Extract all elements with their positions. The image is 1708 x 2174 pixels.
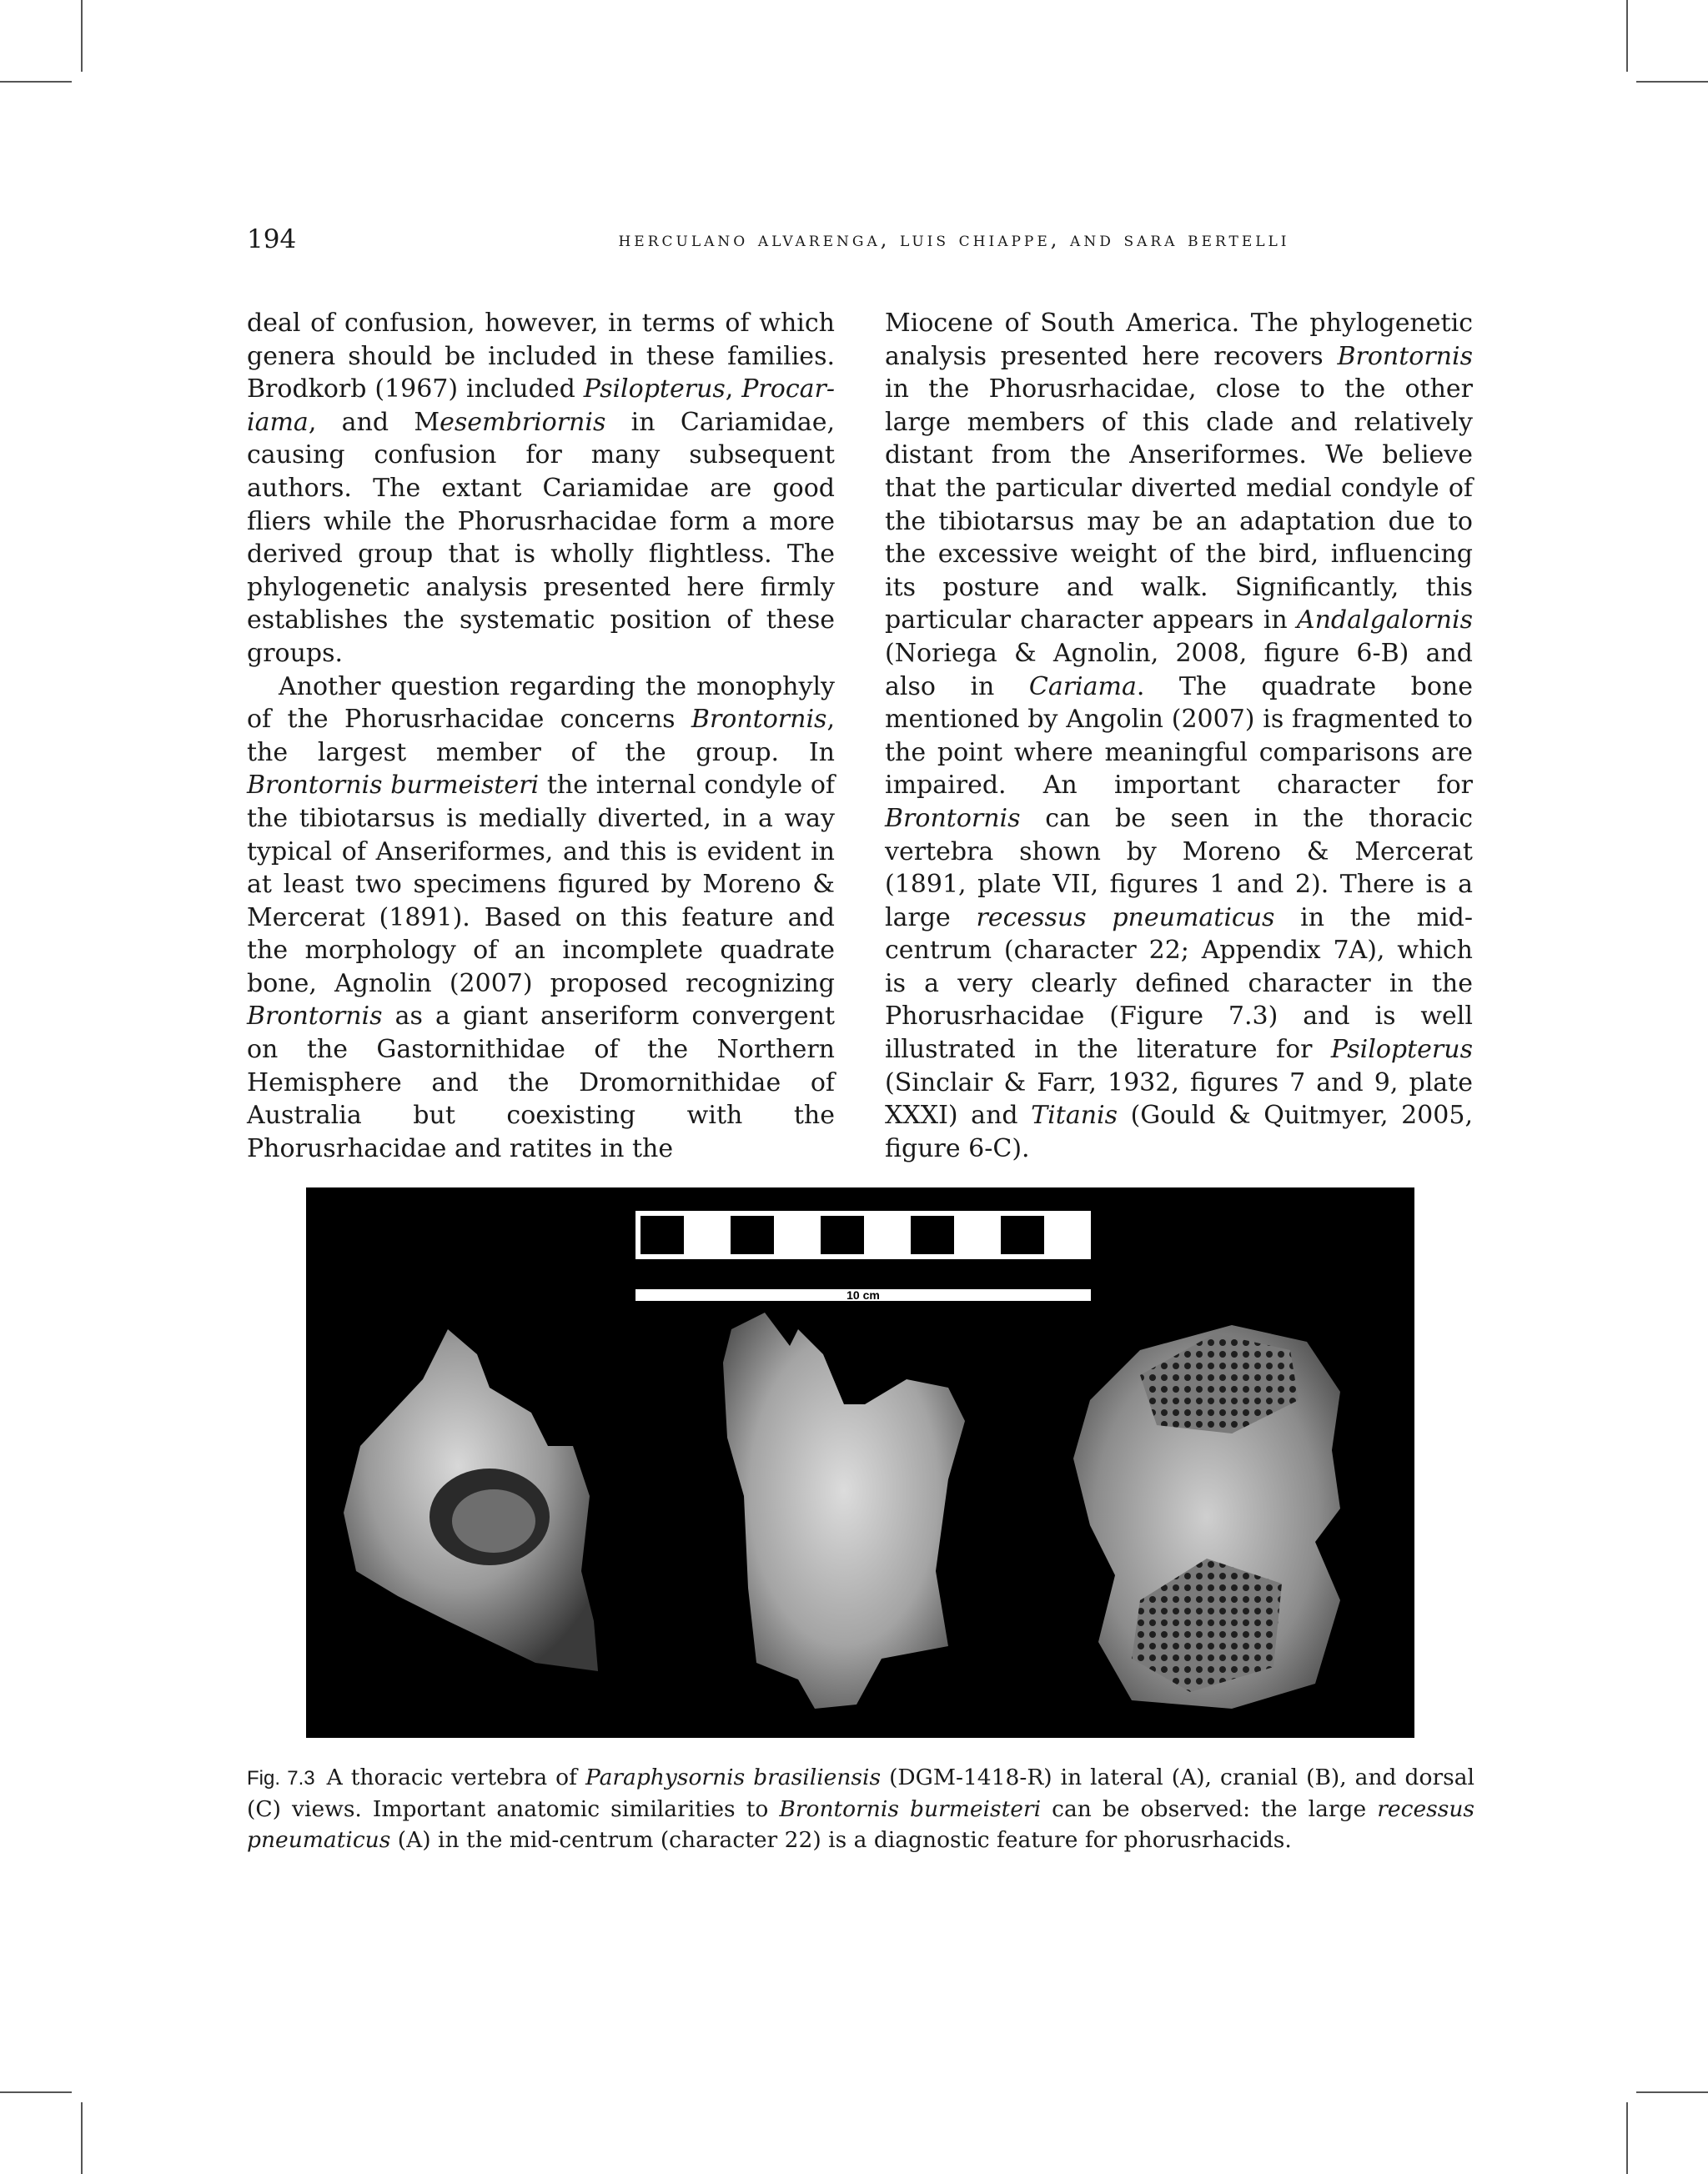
right-column	[885, 307, 1473, 1165]
italic-term: Brontornis burmeisteri	[247, 771, 540, 801]
italic-term: Brontornis burmeisteri	[779, 1796, 1042, 1822]
italic-term: esembriornis	[440, 407, 606, 437]
figure-label: Fig. 7.3	[247, 1767, 315, 1790]
italic-term: Andalgalornis	[1296, 605, 1473, 635]
crop-mark	[1626, 0, 1628, 72]
vertebra-cranial-view	[698, 1313, 998, 1721]
scale-label: 10 cm	[846, 1288, 880, 1302]
italic-term: Titanis	[1031, 1101, 1118, 1131]
crop-mark	[81, 2102, 83, 2174]
italic-term: Cariama	[1028, 671, 1137, 701]
scale-segment	[1001, 1216, 1044, 1254]
caption-text: A thoracic vertebra of Paraphysornis brasiliensis (DGM-1418-R) in lateral (A), cranial (B), and dorsal (C) views. Important anatomic similarities to Brontornis burmeisteri can be observed: the large recessus pneumaticus (A) in the mid-centrum (character 22) is a diagnostic feature for phorusrhacids.	[247, 1765, 1475, 1853]
page-number: 194	[247, 224, 297, 254]
left-column	[247, 307, 835, 1165]
scale-segment	[821, 1216, 864, 1254]
italic-term: Psilopterus	[583, 374, 726, 404]
italic-term: recessus pneumaticus	[976, 902, 1275, 932]
italic-term: Brontornis	[1337, 341, 1473, 371]
scale-segment	[911, 1216, 954, 1254]
italic-term: Procariama	[247, 374, 835, 437]
paragraph: deal of confusion, however, in terms of which genera should be included in these families. Brodkorb (1967) included Psilopterus, Procariama, and Mesembriornis in Cariamidae, causing confusion for many subsequent authors. The extant Cariamidae are good fliers while the Phorusrhacidae form a more derived group that is wholly flightless. The phylogenetic analysis presented here firmly establishes the systematic position of these groups.	[247, 309, 835, 668]
paragraph: Miocene of South America. The phylogenetic analysis presented here recovers Brontornis in the Phorusrhacidae, close to the other large members of this clade and relatively distant from the Anseriformes. We believe that the particular diverted medial condyle of the tibiotarsus may be an adaptation due to the excessive weight of the bird, influencing its posture and walk. Significantly, this particular character appears in Andalgalornis (Noriega & Agnolin, 2008, figure 6-B) and also in Cariama. The quadrate bone mentioned by Angolin (2007) is fragmented to the point where meaningful comparisons are impaired. An important character for Brontornis can be seen in the thoracic vertebra shown by Moreno & Mercerat (1891, plate VII, figures 1 and 2). There is a large recessus pneumaticus in the mid-centrum (character 22; Appendix 7A), which is a very clearly defined character in the Phorusrhacidae (Figure 7.3) and is well illustrated in the literature for Psilopterus (Sinclair & Farr, 1932, figures 7 and 9, plate XXXI) and Titanis (Gould & Quitmyer, 2005, figure 6-C).	[885, 309, 1473, 1163]
paragraph: Another question regarding the monophyly of the Phorusrhacidae concerns Brontornis, the largest member of the group. In Brontornis burmeisteri the internal condyle of the tibiotarsus is medially diverted, in a way typical of Anseriformes, and this is evident in at least two specimens figured by Moreno & Mercerat (1891). Based on this feature and the morphology of an incomplete quadrate bone, Agnolin (2007) proposed recognizing Brontornis as a giant anseriform convergent on the Gastornithidae of the Northern Hemisphere and the Dromornithidae of Australia but coexisting with the Phorusrhacidae and ratites in the	[247, 671, 835, 1163]
scale-segment	[640, 1216, 684, 1254]
figure-photo	[306, 1187, 1414, 1738]
figure-caption	[247, 1762, 1474, 1855]
vertebra-lateral-view	[323, 1321, 673, 1713]
scale-segment	[731, 1216, 774, 1254]
italic-term: recessus pneumaticus	[247, 1796, 1475, 1853]
italic-term: Brontornis	[691, 705, 827, 735]
crop-mark	[1636, 2091, 1708, 2093]
crop-mark	[1636, 81, 1708, 83]
italic-term: Psilopterus	[1330, 1035, 1473, 1065]
vertebra-dorsal-view	[1065, 1325, 1382, 1717]
crop-mark	[0, 2091, 72, 2093]
crop-mark	[1626, 2102, 1628, 2174]
crop-mark	[81, 0, 83, 72]
crop-mark	[0, 81, 72, 83]
italic-term: Brontornis	[247, 1002, 383, 1032]
italic-term: Paraphysornis brasiliensis	[585, 1765, 882, 1790]
running-head: herculano alvarenga, luis chiappe, and sara bertelli	[618, 228, 1290, 251]
page-header	[247, 223, 1469, 257]
italic-term: Brontornis	[885, 803, 1021, 833]
scale-bar	[635, 1211, 1091, 1302]
